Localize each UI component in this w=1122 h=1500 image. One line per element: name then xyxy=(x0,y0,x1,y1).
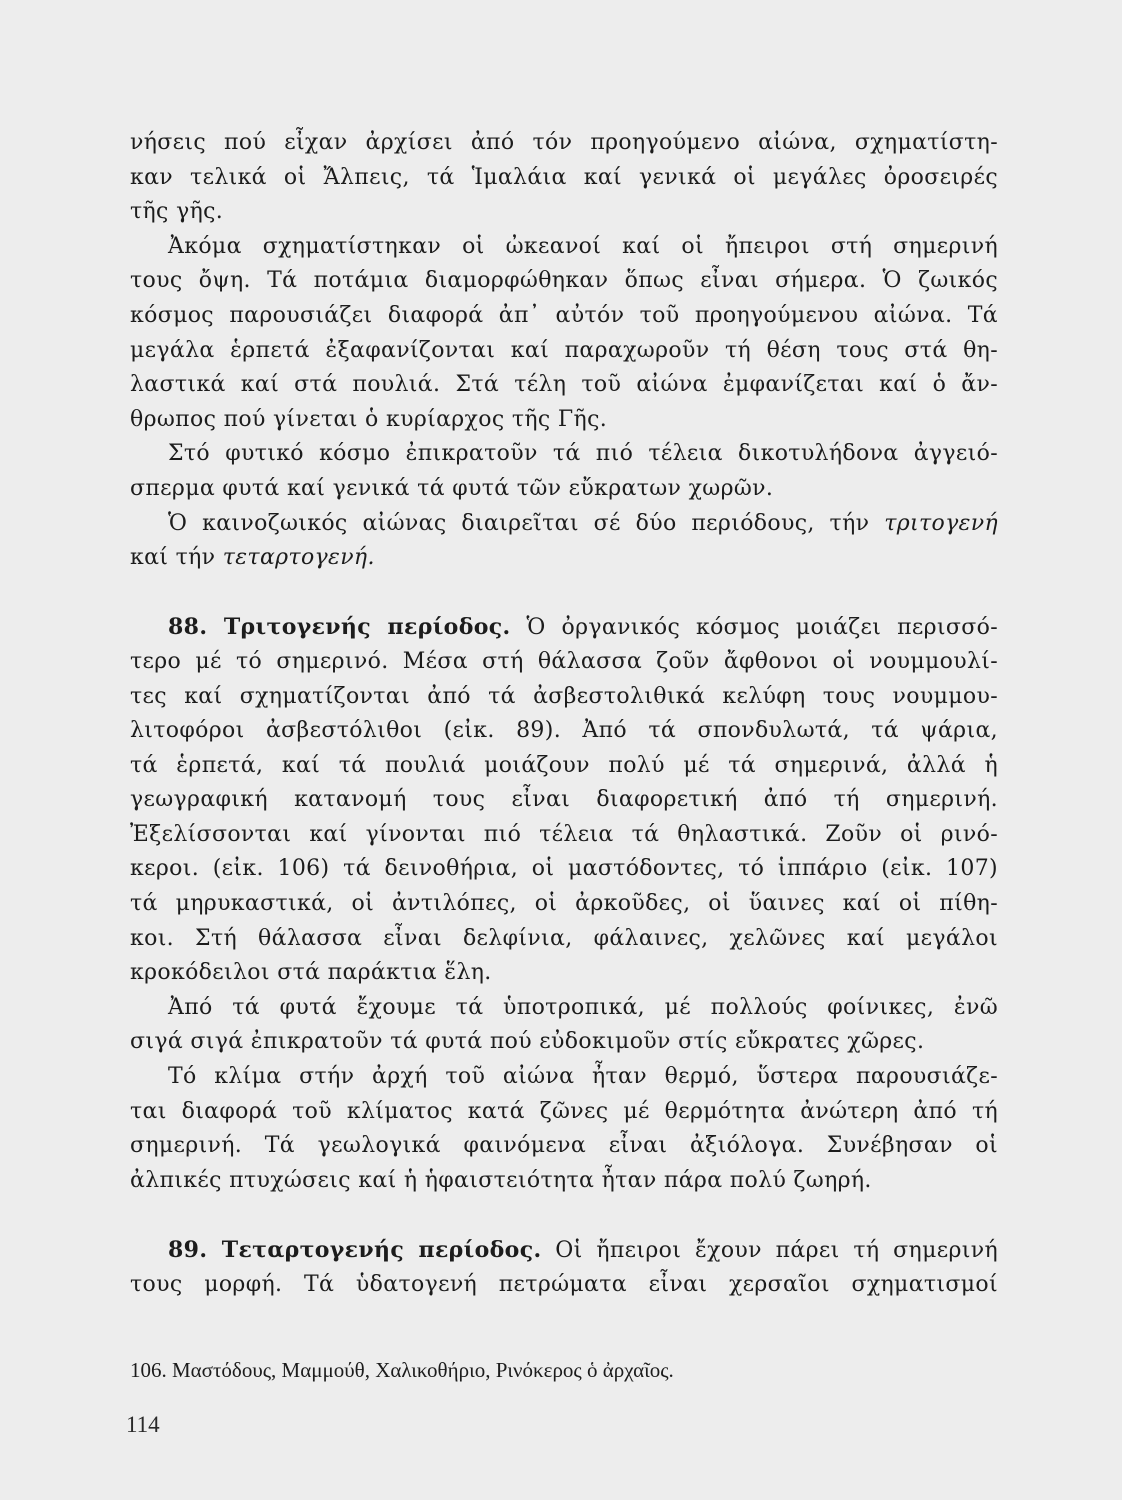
text-line: σημερινή. Τά γεωλογικά φαινόμενα εἶναι ἀξιόλογα. Συνέβησαν οἱ xyxy=(130,1133,998,1159)
footnote: 106. Μαστόδους, Μαμμούθ, Χαλικοθήριο, Ρινόκερος ὁ ἀρχαῖος. xyxy=(130,1358,674,1382)
section-gap xyxy=(130,576,998,611)
text-line: τες καί σχηματίζονται ἀπό τά ἀσβεστολιθικά κελύφη τους νουμμου- xyxy=(130,683,998,709)
text-line: σιγά σιγά ἐπικρατοῦν τά φυτά πού εὐδοκιμοῦν στίς εὔκρατες χῶρες. xyxy=(130,1029,925,1055)
section-heading: 89. Τεταρτογενής περίοδος. xyxy=(168,1237,542,1263)
text-line: κροκόδειλοι στά παράκτια ἕλη. xyxy=(130,960,492,986)
section-heading-line xyxy=(130,1233,998,1268)
text-segment: καί τήν xyxy=(130,545,216,571)
text-line: τους ὄψη. Τά ποτάμια διαμορφώθηκαν ὅπως εἶναι σήμερα. Ὁ ζωικός xyxy=(130,268,998,294)
text-line: καν τελικά οἱ Ἄλπεις, τά Ἱμαλάια καί γενικά οἱ μεγάλες ὀροσειρές xyxy=(130,164,998,190)
page-number: 114 xyxy=(126,1412,160,1437)
text-line: κόσμος παρουσιάζει διαφορά ἀπ᾽ αὐτόν τοῦ προηγούμενου αἰώνα. Τά xyxy=(130,302,998,328)
text-line: θρωπος πού γίνεται ὁ κυρίαρχος τῆς Γῆς. xyxy=(130,406,608,432)
text-line: λιτοφόροι ἀσβεστόλιθοι (εἰκ. 89). Ἀπό τά σπονδυλωτά, τά ψάρια, xyxy=(130,718,998,744)
text-line: Ἐξελίσσονται καί γίνονται πιό τέλεια τά θηλαστικά. Ζοῦν οἱ ρινό- xyxy=(130,821,998,847)
text-segment: Ὁ καινοζωικός αἰώνας διαιρεῖται σέ δύο περιόδους, τήν xyxy=(168,510,870,536)
text-line: Ἀπό τά φυτά ἔχουμε τά ὑποτροπικά, μέ πολλούς φοίνικες, ἐνῶ xyxy=(168,994,998,1020)
section-gap xyxy=(130,1198,998,1233)
text-line: κεροι. (εἰκ. 106) τά δεινοθήρια, οἱ μαστόδοντες, τό ἱππάριο (εἰκ. 107) xyxy=(130,856,998,882)
text-line: τῆς γῆς. xyxy=(130,199,224,225)
section-heading-line xyxy=(130,610,998,645)
text-line: Ἀκόμα σχηματίστηκαν οἱ ὠκεανοί καί οἱ ἤπειροι στή σημερινή xyxy=(168,233,998,259)
body-text xyxy=(130,126,998,1302)
text-line: Στό φυτικό κόσμο ἐπικρατοῦν τά πιό τέλεια δικοτυλήδονα ἀγγειό- xyxy=(168,441,998,467)
text-segment: Οἱ ἤπειροι ἔχουν πάρει τή σημερινή xyxy=(555,1238,998,1263)
text-line: μεγάλα ἑρπετά ἐξαφανίζονται καί παραχωροῦν τή θέση τους στά θη- xyxy=(130,337,998,363)
text-line: σπερμα φυτά καί γενικά τά φυτά τῶν εὔκρατων χωρῶν. xyxy=(130,475,774,501)
text-line: τερο μέ τό σημερινό. Μέσα στή θάλασσα ζοῦν ἄφθονοι οἱ νουμμουλί- xyxy=(130,648,998,674)
text-line xyxy=(130,507,998,542)
text-line: γεωγραφική κατανομή τους εἶναι διαφορετική ἀπό τή σημερινή. xyxy=(130,787,998,813)
text-line: τους μορφή. Τά ὑδατογενή πετρώματα εἶναι χερσαῖοι σχηματισμοί xyxy=(130,1271,998,1297)
text-segment: Ὁ ὀργανικός κόσμος μοιάζει περισσό- xyxy=(526,615,999,641)
text-line: τά ἑρπετά, καί τά πουλιά μοιάζουν πολύ μέ τά σημερινά, ἀλλά ἡ xyxy=(130,752,998,778)
text-line: τά μηρυκαστικά, οἱ ἀντιλόπες, οἱ ἀρκοῦδες, οἱ ὕαινες καί οἱ πίθη- xyxy=(130,891,998,917)
text-line: Τό κλίμα στήν ἀρχή τοῦ αἰώνα ἦταν θερμό, ὕστερα παρουσιάζε- xyxy=(168,1064,998,1090)
text-line: κοι. Στή θάλασσα εἶναι δελφίνια, φάλαινες, χελῶνες καί μεγάλοι xyxy=(130,925,998,951)
section-heading: 88. Τριτογενής περίοδος. xyxy=(168,614,511,641)
italic-term: τριτογενή xyxy=(884,510,998,536)
text-line xyxy=(130,541,998,576)
text-line: λαστικά καί στά πουλιά. Στά τέλη τοῦ αἰώνα ἐμφανίζεται καί ὁ ἄν- xyxy=(130,372,998,398)
italic-term: τεταρτογενή. xyxy=(222,545,375,571)
text-line: ται διαφορά τοῦ κλίματος κατά ζῶνες μέ θερμότητα ἀνώτερη ἀπό τή xyxy=(130,1098,998,1124)
text-line: ἀλπικές πτυχώσεις καί ἡ ἡφαιστειότητα ἦταν πάρα πολύ ζωηρή. xyxy=(130,1167,872,1193)
text-line: νήσεις πού εἶχαν ἀρχίσει ἀπό τόν προηγούμενο αἰώνα, σχηματίστη- xyxy=(130,130,998,155)
